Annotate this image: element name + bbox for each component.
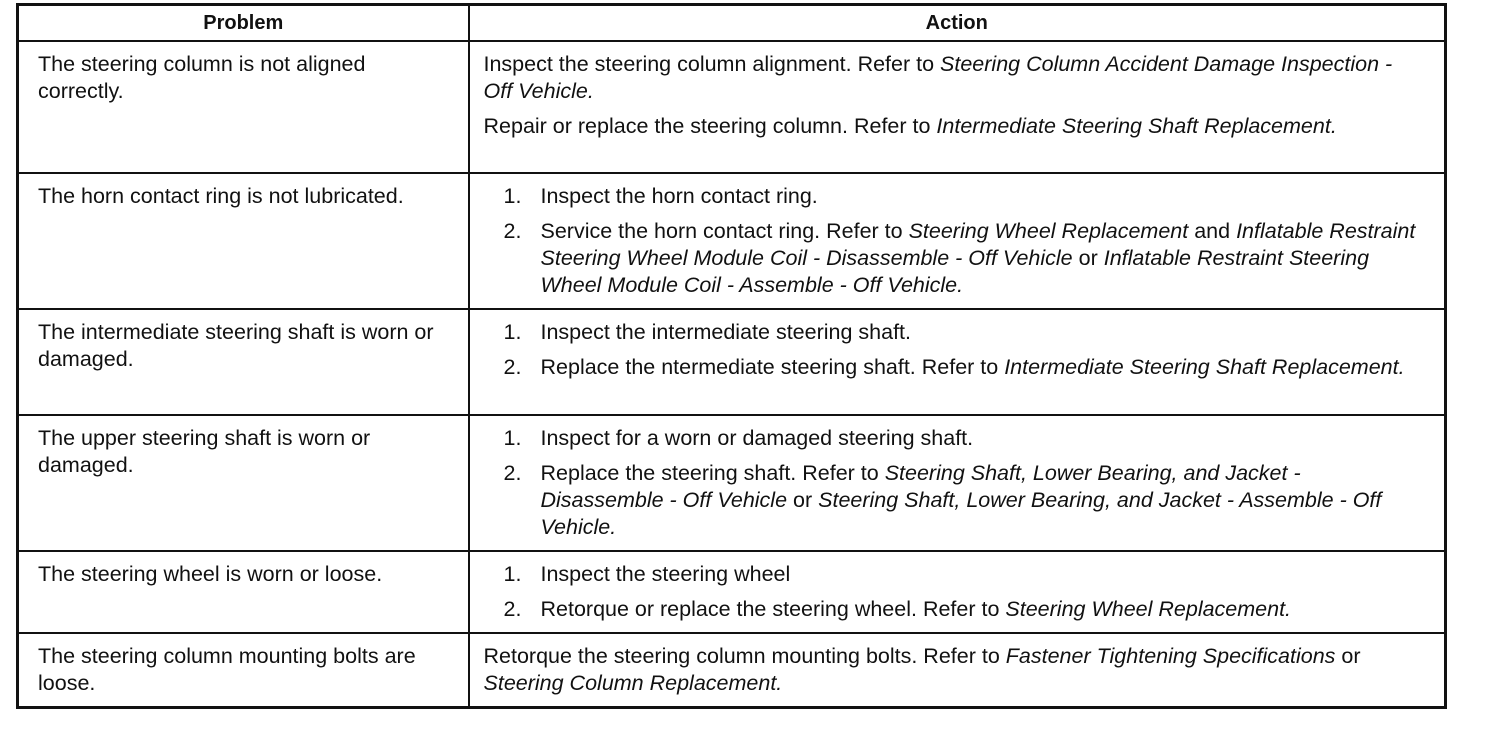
action-step [484, 354, 1427, 381]
action-cell [469, 309, 1446, 415]
reference-link-text: Steering Shaft, Lower Bearing, and Jacket - Assemble - Off Vehicle. [540, 488, 1382, 539]
table-row [18, 415, 1446, 551]
action-cell [469, 633, 1446, 708]
action-paragraph [484, 113, 1427, 140]
reference-link-text: Intermediate Steering Shaft Replacement. [936, 114, 1337, 138]
table-row [18, 309, 1446, 415]
step-number: 2. [503, 461, 522, 485]
diagnostic-table-container [16, 3, 1444, 709]
action-step [484, 596, 1427, 623]
step-number: 2. [503, 355, 522, 379]
problem-cell: The horn contact ring is not lubricated. [18, 173, 469, 309]
action-text: and [1188, 219, 1237, 243]
reference-link-text: Inflatable Restraint Steering Wheel Module Coil - Assemble - Off Vehicle. [540, 246, 1370, 297]
step-number: 1. [503, 184, 522, 208]
action-column-header: Action [469, 5, 1446, 42]
action-paragraph [484, 51, 1427, 105]
action-step [484, 218, 1427, 299]
problem-cell: The steering column mounting bolts are loose. [18, 633, 469, 708]
action-step [484, 460, 1427, 541]
action-step [484, 319, 1427, 346]
action-cell [469, 551, 1446, 633]
action-text: Service the horn contact ring. Refer to [540, 219, 909, 243]
table-row [18, 41, 1446, 173]
action-cell [469, 173, 1446, 309]
action-text: Replace the steering shaft. Refer to [540, 461, 885, 485]
table-row [18, 633, 1446, 708]
step-number: 2. [503, 597, 522, 621]
step-number: 1. [503, 320, 522, 344]
problem-cell: The steering wheel is worn or loose. [18, 551, 469, 633]
action-step [484, 561, 1427, 588]
reference-link-text: Steering Wheel Replacement. [1005, 597, 1292, 621]
problem-cell: The steering column is not aligned correctly. [18, 41, 469, 173]
action-text: Inspect the steering wheel [540, 562, 791, 586]
problem-column-header: Problem [18, 5, 469, 42]
action-cell [469, 41, 1446, 173]
action-steps-list [484, 319, 1427, 381]
problem-cell: The upper steering shaft is worn or damaged. [18, 415, 469, 551]
step-number: 2. [503, 219, 522, 243]
action-text: Replace the ntermediate steering shaft. Refer to [540, 355, 1005, 379]
reference-link-text: Fastener Tightening Specifications [1005, 644, 1336, 668]
action-text: Inspect for a worn or damaged steering shaft. [540, 426, 974, 450]
diagnostic-table [16, 3, 1447, 709]
reference-link-text: Intermediate Steering Shaft Replacement. [1004, 355, 1405, 379]
action-text: Retorque or replace the steering wheel. Refer to [540, 597, 1006, 621]
table-row [18, 551, 1446, 633]
action-text: Inspect the intermediate steering shaft. [540, 320, 911, 344]
action-text: Inspect the steering column alignment. Refer to [483, 52, 941, 76]
table-body [18, 41, 1446, 708]
action-text: Inspect the horn contact ring. [540, 184, 818, 208]
problem-cell: The intermediate steering shaft is worn or damaged. [18, 309, 469, 415]
table-row [18, 173, 1446, 309]
action-steps-list [484, 183, 1427, 299]
action-cell [469, 415, 1446, 551]
step-number: 1. [503, 562, 522, 586]
action-step [484, 183, 1427, 210]
step-number: 1. [503, 426, 522, 450]
action-text: or [1335, 644, 1361, 668]
action-step [484, 425, 1427, 452]
action-text: Repair or replace the steering column. Refer to [483, 114, 937, 138]
action-steps-list [484, 561, 1427, 623]
reference-link-text: Steering Wheel Replacement [908, 219, 1189, 243]
action-text: or [787, 488, 819, 512]
reference-link-text: Inflatable Restraint Steering Wheel Module Coil - Disassemble - Off Vehicle [540, 219, 1416, 270]
action-text: Retorque the steering column mounting bolts. Refer to [483, 644, 1006, 668]
action-steps-list [484, 425, 1427, 541]
header-row [18, 5, 1446, 42]
action-paragraph [484, 643, 1427, 697]
reference-link-text: Steering Column Accident Damage Inspection - Off Vehicle. [483, 52, 1393, 103]
action-text: or [1072, 246, 1104, 270]
reference-link-text: Steering Column Replacement. [483, 671, 783, 695]
reference-link-text: Steering Shaft, Lower Bearing, and Jacket - Disassemble - Off Vehicle [540, 461, 1301, 512]
